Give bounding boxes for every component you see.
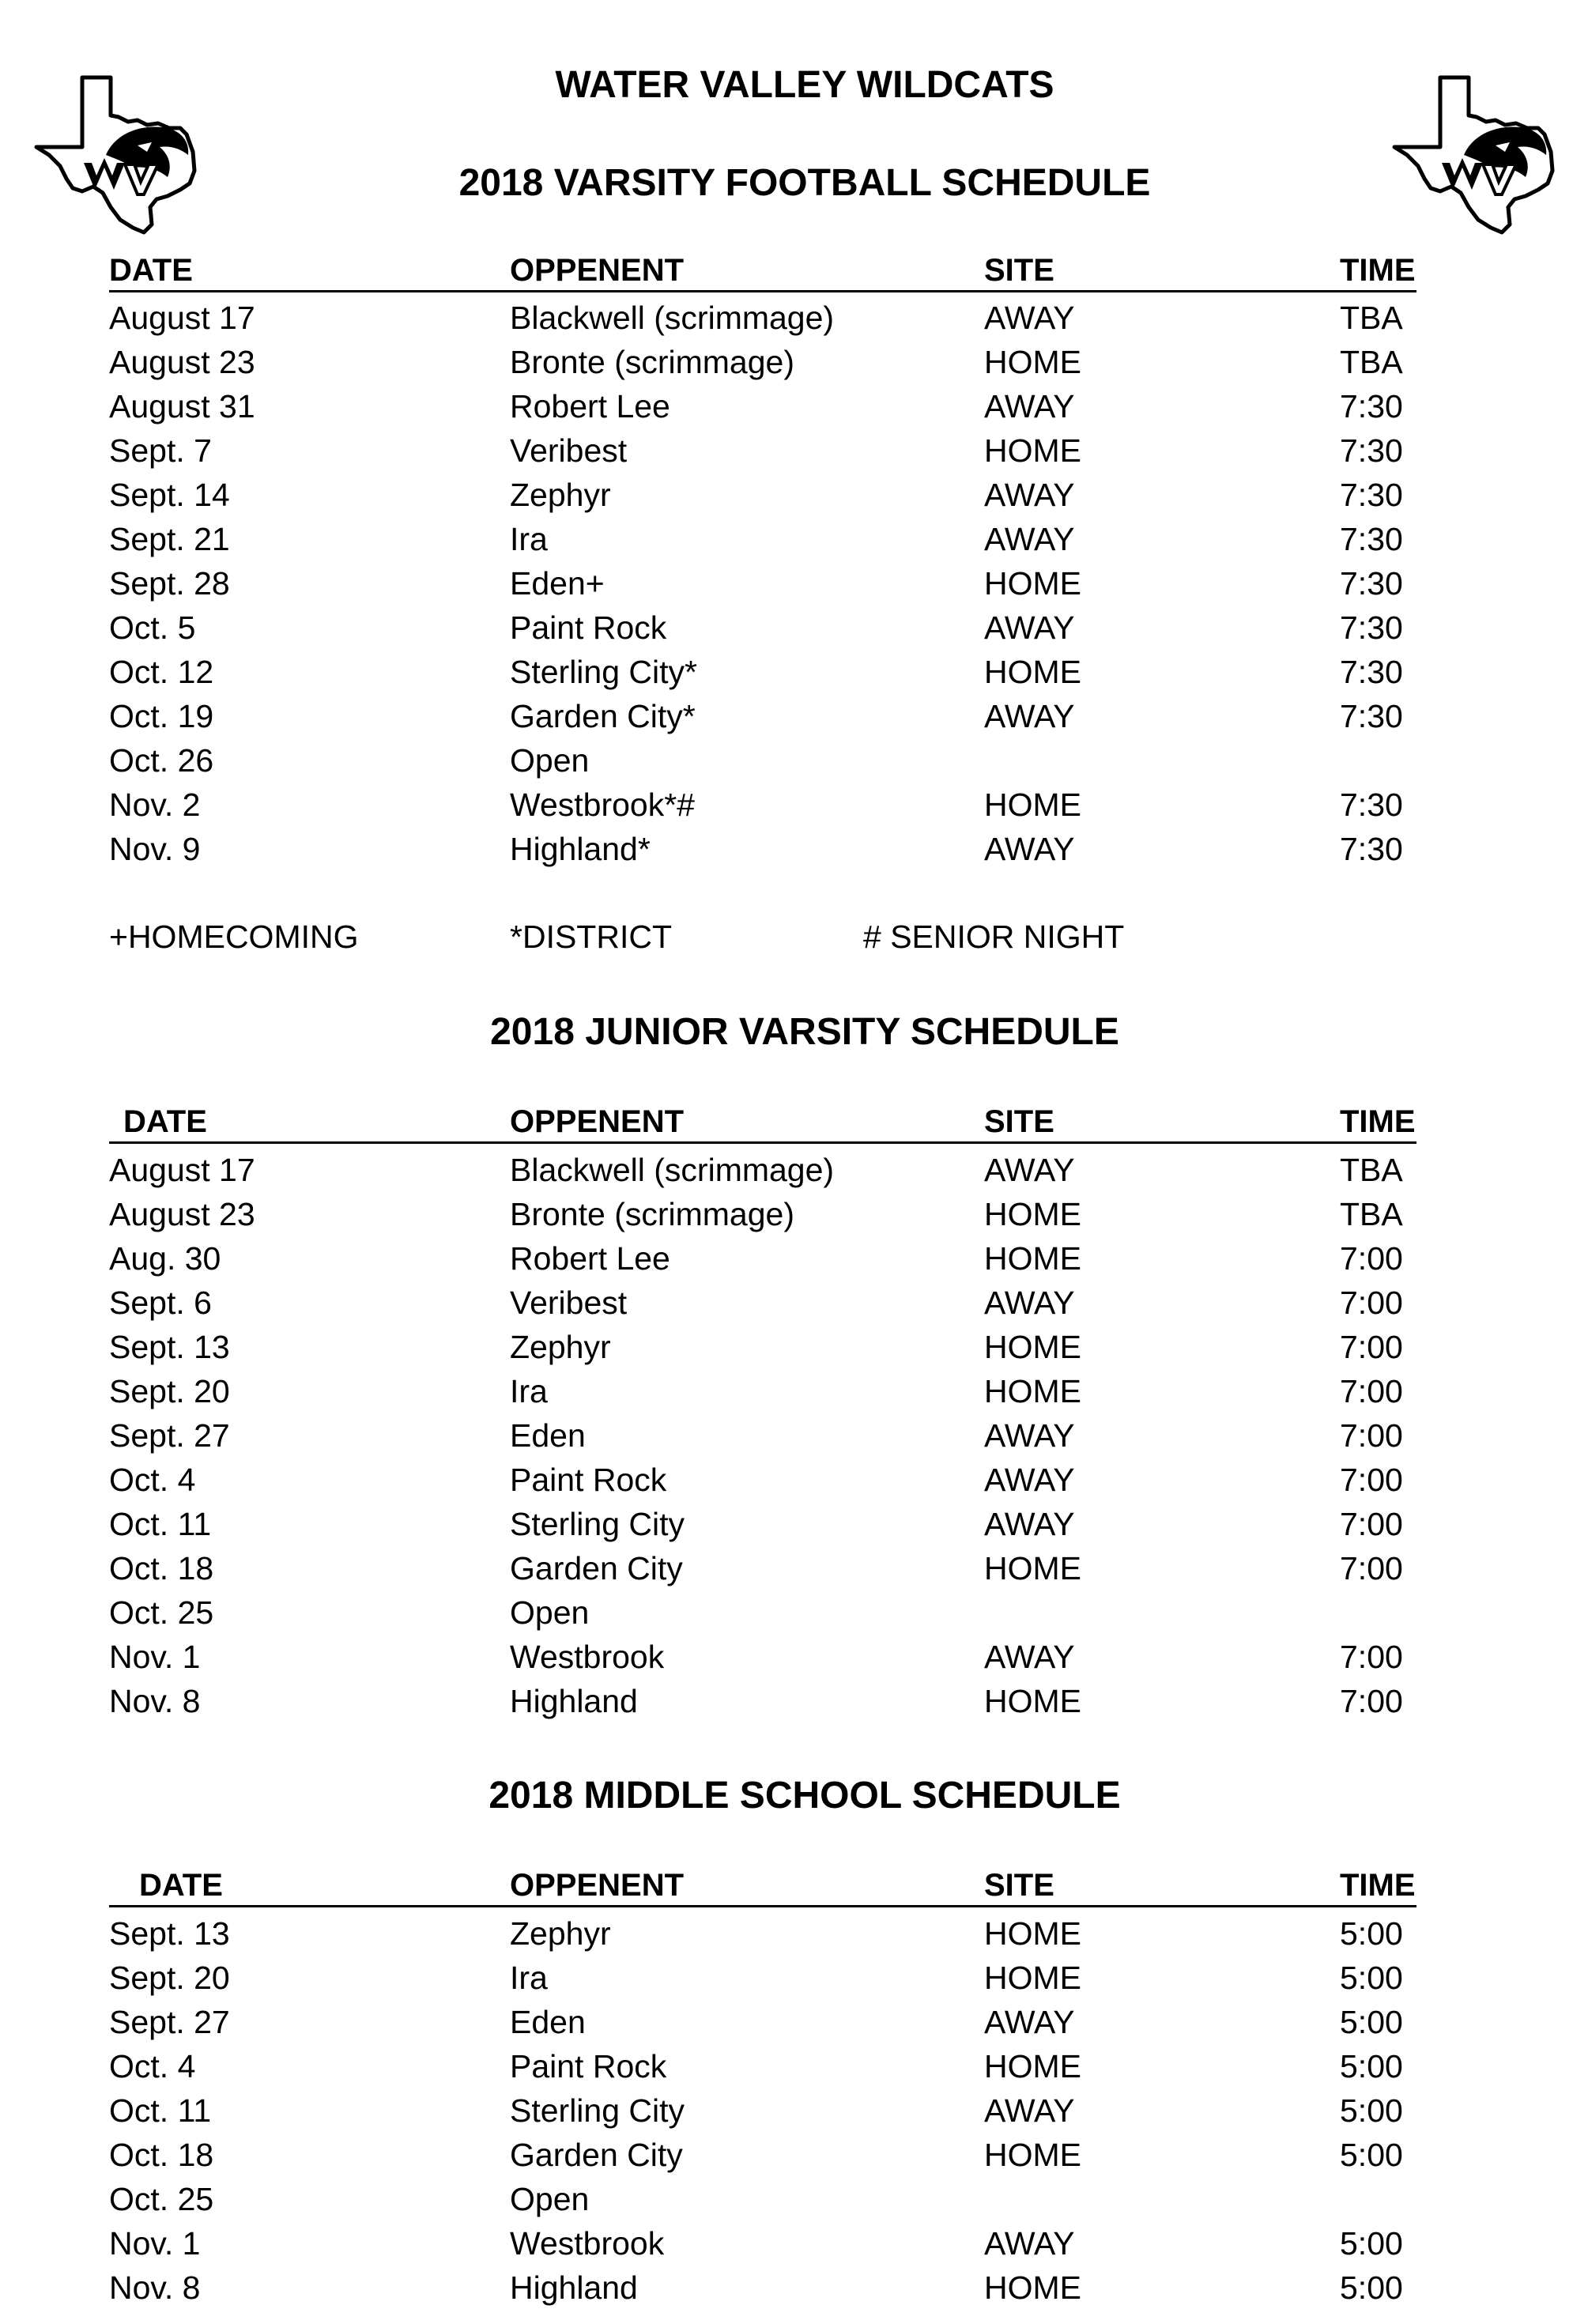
- game-date: Sept. 7: [109, 432, 212, 469]
- game-site: HOME: [984, 1373, 1081, 1409]
- game-date: Oct. 4: [109, 2048, 196, 2084]
- table-row: [0, 1911, 1573, 1956]
- game-date: Oct. 25: [109, 2181, 214, 2217]
- game-date: Nov. 8: [109, 2269, 201, 2306]
- game-time: 7:00: [1340, 1639, 1403, 1675]
- game-date: Nov. 9: [109, 831, 201, 867]
- game-date: Nov. 1: [109, 1639, 201, 1675]
- game-date: August 31: [109, 388, 255, 424]
- game-site: AWAY: [984, 1285, 1075, 1321]
- opponent-name: Westbrook: [510, 2225, 665, 2262]
- opponent-name: Sterling City*: [510, 654, 697, 690]
- game-date: August 23: [109, 1196, 255, 1232]
- table-row: [0, 2000, 1573, 2044]
- game-site: AWAY: [984, 2092, 1075, 2129]
- game-site: AWAY: [984, 831, 1075, 867]
- game-time: 7:00: [1340, 1285, 1403, 1321]
- game-site: HOME: [984, 1960, 1081, 1996]
- game-time: 7:00: [1340, 1506, 1403, 1542]
- column-header-time: TIME: [1340, 1868, 1416, 1903]
- opponent-name: Sterling City: [510, 2092, 685, 2129]
- table-row: [0, 1281, 1573, 1325]
- game-site: HOME: [984, 787, 1081, 823]
- game-date: August 23: [109, 344, 255, 380]
- game-site: HOME: [984, 1683, 1081, 1719]
- table-row: [0, 517, 1573, 561]
- game-date: August 17: [109, 1152, 255, 1188]
- opponent-name: Robert Lee: [510, 388, 670, 424]
- game-date: Sept. 21: [109, 521, 230, 557]
- game-date: Oct. 11: [109, 1506, 212, 1542]
- section-heading-varsity: 2018 VARSITY FOOTBALL SCHEDULE: [458, 162, 1151, 204]
- game-site: HOME: [984, 1240, 1081, 1277]
- game-site: AWAY: [984, 2004, 1075, 2040]
- game-time: 5:00: [1340, 1915, 1403, 1952]
- game-site: HOME: [984, 1196, 1081, 1232]
- game-time: 5:00: [1340, 2269, 1403, 2306]
- table-row: [0, 1413, 1573, 1458]
- game-time: 7:00: [1340, 1240, 1403, 1277]
- column-header-time: TIME: [1340, 1104, 1416, 1139]
- game-site: AWAY: [984, 300, 1075, 336]
- game-time: 7:00: [1340, 1373, 1403, 1409]
- table-row: [0, 738, 1573, 783]
- game-time: 7:00: [1340, 1417, 1403, 1454]
- opponent-name: Ira: [510, 521, 548, 557]
- game-site: HOME: [984, 1329, 1081, 1365]
- game-time: 7:30: [1340, 521, 1403, 557]
- table-header-junior-varsity: [109, 1102, 1416, 1144]
- opponent-name: Veribest: [510, 1285, 628, 1321]
- table-row: [0, 384, 1573, 428]
- game-site: HOME: [984, 565, 1081, 602]
- table-row: [0, 340, 1573, 384]
- game-time: TBA: [1340, 1152, 1403, 1188]
- table-row: [0, 2133, 1573, 2177]
- game-time: 5:00: [1340, 2004, 1403, 2040]
- game-time: TBA: [1340, 300, 1403, 336]
- table-row: [0, 2177, 1573, 2221]
- game-date: Aug. 30: [109, 1240, 221, 1277]
- game-time: 7:30: [1340, 698, 1403, 734]
- opponent-name: Highland*: [510, 831, 651, 867]
- game-date: Sept. 20: [109, 1960, 230, 1996]
- opponent-name: Robert Lee: [510, 1240, 670, 1277]
- game-site: AWAY: [984, 1152, 1075, 1188]
- game-site: HOME: [984, 344, 1081, 380]
- opponent-name: Bronte (scrimmage): [510, 1196, 794, 1232]
- game-date: Sept. 27: [109, 1417, 230, 1454]
- game-time: 7:30: [1340, 787, 1403, 823]
- game-site: HOME: [984, 2048, 1081, 2084]
- game-date: Oct. 26: [109, 742, 214, 779]
- game-date: Sept. 13: [109, 1329, 230, 1365]
- game-time: 7:00: [1340, 1329, 1403, 1365]
- game-date: Oct. 18: [109, 1550, 214, 1586]
- game-time: 7:30: [1340, 609, 1403, 646]
- legend-homecoming: +HOMECOMING: [109, 919, 359, 955]
- opponent-name: Garden City*: [510, 698, 696, 734]
- game-date: Oct. 19: [109, 698, 214, 734]
- game-date: Sept. 28: [109, 565, 230, 602]
- game-site: AWAY: [984, 698, 1075, 734]
- game-site: AWAY: [984, 1639, 1075, 1675]
- table-row: [0, 561, 1573, 606]
- game-date: Sept. 20: [109, 1373, 230, 1409]
- game-site: AWAY: [984, 2225, 1075, 2262]
- game-date: Nov. 2: [109, 787, 201, 823]
- game-date: Sept. 14: [109, 477, 230, 513]
- game-site: AWAY: [984, 388, 1075, 424]
- game-time: 7:30: [1340, 831, 1403, 867]
- game-time: 5:00: [1340, 2225, 1403, 2262]
- game-date: Oct. 11: [109, 2092, 212, 2129]
- opponent-name: Ira: [510, 1960, 548, 1996]
- opponent-name: Veribest: [510, 432, 628, 469]
- game-time: 5:00: [1340, 1960, 1403, 1996]
- table-row: [0, 650, 1573, 694]
- opponent-name: Highland: [510, 1683, 638, 1719]
- game-date: Sept. 27: [109, 2004, 230, 2040]
- game-site: HOME: [984, 2137, 1081, 2173]
- table-row: [0, 428, 1573, 473]
- table-row: [0, 1236, 1573, 1281]
- game-time: TBA: [1340, 344, 1403, 380]
- opponent-name: Westbrook*#: [510, 787, 695, 823]
- game-time: 7:30: [1340, 388, 1403, 424]
- opponent-name: Open: [510, 742, 590, 779]
- game-site: AWAY: [984, 521, 1075, 557]
- column-header-date: DATE: [139, 1868, 223, 1903]
- game-date: Oct. 25: [109, 1594, 214, 1631]
- opponent-name: Zephyr: [510, 477, 611, 513]
- table-row: [0, 2266, 1573, 2310]
- legend: [0, 915, 1573, 959]
- column-header-site: SITE: [984, 1868, 1054, 1903]
- game-date: August 17: [109, 300, 255, 336]
- game-time: 5:00: [1340, 2137, 1403, 2173]
- column-header-site: SITE: [984, 253, 1054, 288]
- table-row: [0, 1956, 1573, 2000]
- game-date: Nov. 1: [109, 2225, 201, 2262]
- game-site: AWAY: [984, 1506, 1075, 1542]
- table-row: [0, 783, 1573, 827]
- table-header-middle-school: [109, 1866, 1416, 1907]
- game-time: 7:00: [1340, 1683, 1403, 1719]
- game-site: AWAY: [984, 477, 1075, 513]
- opponent-name: Zephyr: [510, 1329, 611, 1365]
- section-heading-middle-school: 2018 MIDDLE SCHOOL SCHEDULE: [488, 1775, 1121, 1817]
- column-header-date: DATE: [123, 1104, 207, 1139]
- opponent-name: Paint Rock: [510, 1462, 667, 1498]
- table-row: [0, 296, 1573, 340]
- game-time: 7:00: [1340, 1462, 1403, 1498]
- game-date: Nov. 8: [109, 1683, 201, 1719]
- table-row: [0, 2088, 1573, 2133]
- table-row: [0, 473, 1573, 517]
- table-row: [0, 1148, 1573, 1192]
- opponent-name: Eden: [510, 2004, 586, 2040]
- column-header-opponent: OPPENENT: [510, 1868, 685, 1903]
- table-row: [0, 2221, 1573, 2266]
- game-date: Oct. 12: [109, 654, 214, 690]
- game-date: Oct. 18: [109, 2137, 214, 2173]
- opponent-name: Eden+: [510, 565, 605, 602]
- table-row: [0, 2044, 1573, 2088]
- opponent-name: Zephyr: [510, 1915, 611, 1952]
- game-time: 7:30: [1340, 565, 1403, 602]
- game-site: HOME: [984, 2269, 1081, 2306]
- opponent-name: Sterling City: [510, 1506, 685, 1542]
- game-time: 7:00: [1340, 1550, 1403, 1586]
- game-time: 5:00: [1340, 2092, 1403, 2129]
- page-title: WATER VALLEY WILDCATS: [555, 64, 1054, 106]
- game-site: HOME: [984, 432, 1081, 469]
- game-site: HOME: [984, 654, 1081, 690]
- game-date: Sept. 13: [109, 1915, 230, 1952]
- game-time: TBA: [1340, 1196, 1403, 1232]
- opponent-name: Open: [510, 1594, 590, 1631]
- game-date: Oct. 5: [109, 609, 196, 646]
- table-row: [0, 1192, 1573, 1236]
- section-heading-junior-varsity: 2018 JUNIOR VARSITY SCHEDULE: [490, 1011, 1119, 1053]
- column-header-date: DATE: [109, 253, 193, 288]
- game-time: 7:30: [1340, 654, 1403, 690]
- table-row: [0, 694, 1573, 738]
- game-time: 7:30: [1340, 432, 1403, 469]
- game-site: HOME: [984, 1915, 1081, 1952]
- opponent-name: Garden City: [510, 2137, 683, 2173]
- game-site: AWAY: [984, 1462, 1075, 1498]
- table-row: [0, 1546, 1573, 1590]
- table-row: [0, 1635, 1573, 1679]
- opponent-name: Westbrook: [510, 1639, 665, 1675]
- opponent-name: Blackwell (scrimmage): [510, 300, 835, 336]
- table-header-varsity: [109, 251, 1416, 292]
- table-row: [0, 606, 1573, 650]
- game-date: Oct. 4: [109, 1462, 196, 1498]
- game-date: Sept. 6: [109, 1285, 212, 1321]
- opponent-name: Open: [510, 2181, 590, 2217]
- game-time: 7:30: [1340, 477, 1403, 513]
- opponent-name: Bronte (scrimmage): [510, 344, 794, 380]
- game-time: 5:00: [1340, 2048, 1403, 2084]
- table-row: [0, 1679, 1573, 1723]
- table-row: [0, 1590, 1573, 1635]
- legend-senior-night: # SENIOR NIGHT: [863, 919, 1125, 955]
- game-site: AWAY: [984, 1417, 1075, 1454]
- opponent-name: Ira: [510, 1373, 548, 1409]
- opponent-name: Paint Rock: [510, 2048, 667, 2084]
- column-header-opponent: OPPENENT: [510, 253, 685, 288]
- table-row: [0, 1369, 1573, 1413]
- column-header-opponent: OPPENENT: [510, 1104, 685, 1139]
- opponent-name: Garden City: [510, 1550, 683, 1586]
- opponent-name: Highland: [510, 2269, 638, 2306]
- table-row: [0, 1325, 1573, 1369]
- game-site: AWAY: [984, 609, 1075, 646]
- opponent-name: Paint Rock: [510, 609, 667, 646]
- column-header-site: SITE: [984, 1104, 1054, 1139]
- table-row: [0, 1502, 1573, 1546]
- table-row: [0, 1458, 1573, 1502]
- opponent-name: Eden: [510, 1417, 586, 1454]
- column-header-time: TIME: [1340, 253, 1416, 288]
- table-row: [0, 827, 1573, 871]
- legend-district: *DISTRICT: [510, 919, 672, 955]
- opponent-name: Blackwell (scrimmage): [510, 1152, 835, 1188]
- game-site: HOME: [984, 1550, 1081, 1586]
